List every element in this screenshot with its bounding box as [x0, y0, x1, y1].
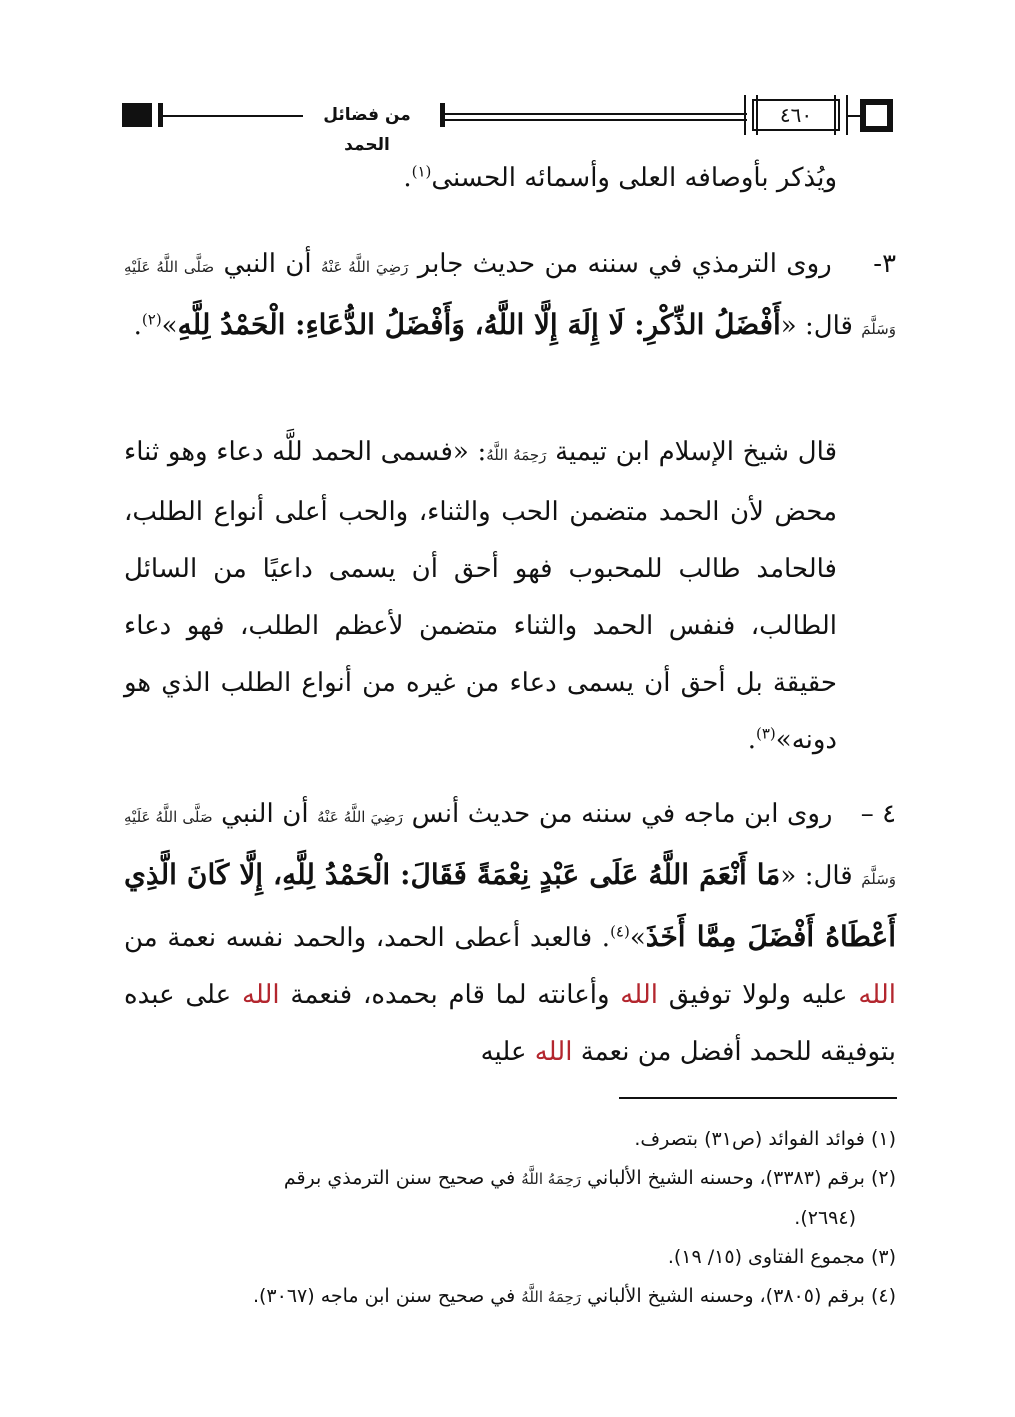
footnote-ref[interactable]: (٣)	[756, 724, 776, 743]
hadith-text: مَا أَنْعَمَ اللَّهُ عَلَى عَبْدٍ نِعْمَةً فَقَالَ: الْحَمْدُ لِلَّهِ، إِلَّا كَانَ الَّذِي أَعْطَاهُ أَفْضَلَ مِمَّا أَخَذَ	[124, 858, 896, 953]
item-number: ٣-	[873, 249, 897, 279]
ibn-taymiyyah-quote: قال شيخ الإسلام ابن تيمية رَحِمَهُ اللَّهُ: «فسمى الحمد للَّه دعاء وهو ثناء محض لأن الحمد متضمن الحب والثناء، والحب أعلى أنواع الطلب، فالحامد طالب للمحبوب فهو أحق أن يسمى داعيًا من السائل الطالب، فنفس الحمد والثناء متضمن لأعظم الطلب، فهو دعاء حقيقة بل أحق أن يسمى دعاء من غيره من أنواع الطلب الذي هو دونه»$^{(٣)}$.	[124, 437, 838, 755]
honorific-rahimahullah: رَحِمَهُ اللَّهُ	[521, 1170, 582, 1188]
header-double-rule-top	[445, 113, 747, 115]
honorific-rahimahullah: رَحِمَهُ اللَّهُ	[521, 1288, 582, 1306]
item-number: ٤ –	[860, 799, 897, 829]
footnote-1: (١) فوائد الفوائد (ص٣١) بتصرف.	[634, 1128, 896, 1150]
honorific-salla: صَلَّى اللَّهُ عَلَيْهِ وَسَلَّمَ	[124, 808, 897, 888]
hadith-text: أَفْضَلُ الذِّكْرِ: لَا إِلَهَ إِلَّا اللَّهُ، وَأَفْضَلُ الدُّعَاءِ: الْحَمْدُ لِلَّهِ	[177, 308, 781, 341]
item-4-paragraph: ٤ – روى ابن ماجه في سننه من حديث أنس رَضِيَ اللَّهُ عَنْهُ أن النبي صَلَّى اللَّهُ عَلَيْهِ وَسَلَّمَ قال: «مَا أَنْعَمَ اللَّهُ عَلَى عَبْدٍ نِعْمَةً فَقَالَ: الْحَمْدُ لِلَّهِ، إِلَّا كَانَ الَّذِي أَعْطَاهُ أَفْضَلَ مِمَّا أَخَذَ»$^{(٤)}$. فالعبد أعطى الحمد، والحمد نفسه نعمة من الله عليه ولولا توفيق الله وأعانته لما قام بحمده، فنعمة الله على عبده بتوفيقه للحمد أفضل من نعمة الله عليه	[124, 786, 896, 1081]
honorific-rahimahullah: رَحِمَهُ اللَّهُ	[486, 446, 547, 464]
honorific-radiallahu: رَضِيَ اللَّهُ عَنْهُ	[320, 258, 409, 276]
honorific-radiallahu: رَضِيَ اللَّهُ عَنْهُ	[317, 808, 404, 826]
footnote-ref[interactable]: (٤)	[610, 922, 630, 941]
header-bar-mid	[440, 103, 445, 127]
honorific-salla: صَلَّى اللَّهُ عَلَيْهِ وَسَلَّمَ	[124, 258, 896, 338]
item-3-paragraph: ٣- روى الترمذي في سننه من حديث جابر رَضِيَ اللَّهُ عَنْهُ أن النبي صَلَّى اللَّهُ عَلَيْهِ وَسَلَّمَ قال: «أَفْضَلُ الذِّكْرِ: لَا إِلَهَ إِلَّا اللَّهُ، وَأَفْضَلُ الدُّعَاءِ: الْحَمْدُ لِلَّهِ»$^{(٢)}$.	[124, 236, 896, 358]
allah-name: الله	[858, 980, 897, 1010]
chapter-title: من فضائل الحمد	[307, 100, 427, 130]
allah-name: الله	[534, 1037, 573, 1067]
page-number: ٤٦٠	[752, 99, 840, 131]
header-double-rule-bottom	[445, 119, 747, 121]
footnote-separator	[619, 1097, 897, 1099]
footnote-ref[interactable]: (١)	[411, 162, 432, 181]
page-header	[122, 97, 895, 155]
allah-name: الله	[241, 980, 280, 1010]
allah-name: الله	[620, 980, 658, 1010]
header-rule	[163, 115, 303, 117]
footnote-2-continuation: (٢٦٩٤).	[794, 1207, 856, 1229]
footnote-4: (٤) برقم (٣٨٠٥)، وحسنه الشيخ الألباني رَحِمَهُ اللَّهُ في صحيح سنن ابن ماجه (٣٠٦٧).	[252, 1285, 896, 1307]
header-square-ornament	[860, 99, 893, 132]
intro-paragraph: ويُذكر بأوصافه العلى وأسمائه الحسنى$^{(١)}$.	[403, 162, 837, 193]
footnotes	[124, 1120, 896, 1317]
footnote-ref[interactable]: (٢)	[141, 310, 162, 329]
header-block-left	[122, 103, 152, 127]
footnote-3: (٣) مجموع الفتاوى (١٥/ ١٩).	[667, 1246, 896, 1268]
footnote-2: (٢) برقم (٣٣٨٣)، وحسنه الشيخ الألباني رَحِمَهُ اللَّهُ في صحيح سنن الترمذي برقم	[283, 1167, 896, 1189]
